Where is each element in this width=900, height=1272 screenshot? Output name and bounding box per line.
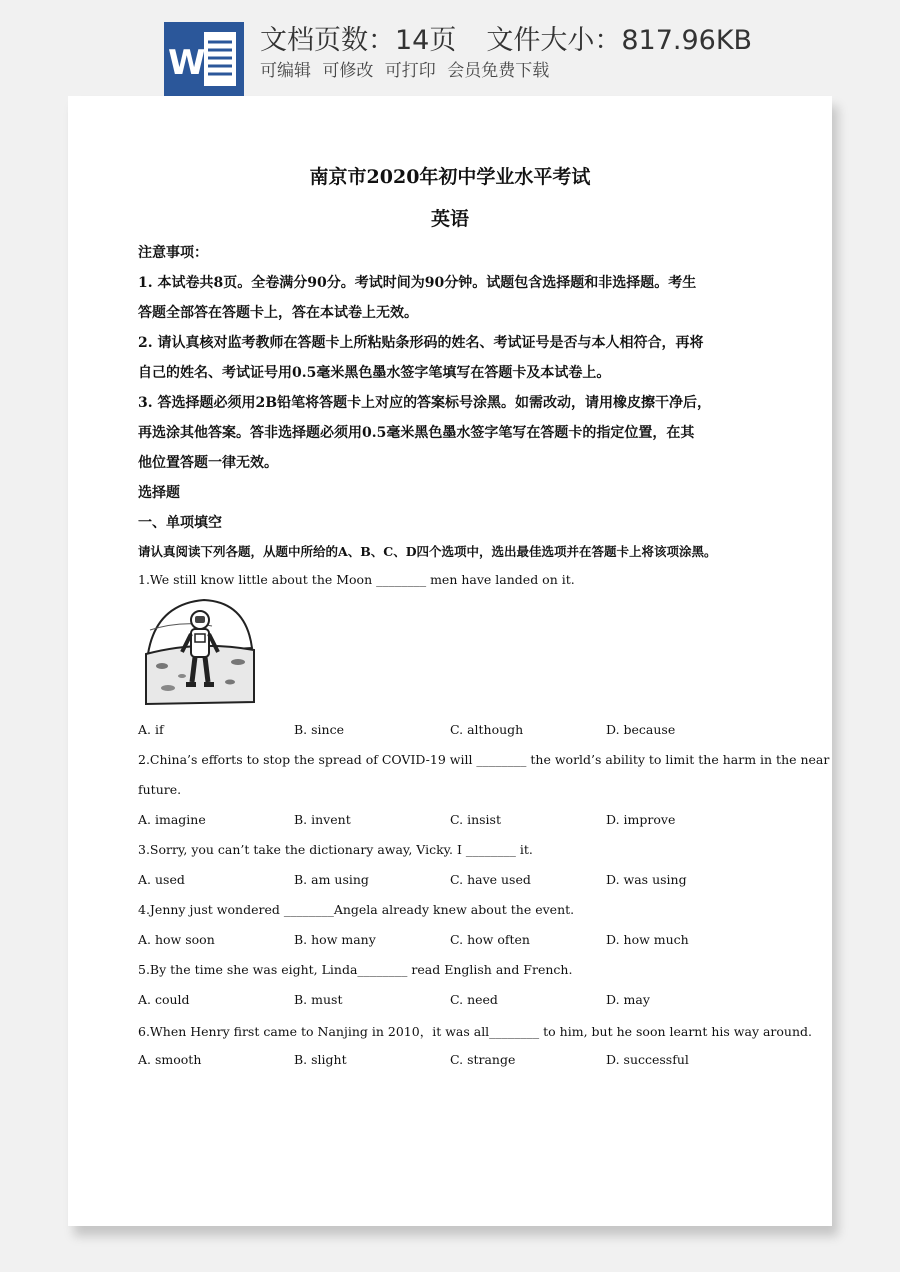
feature-list: 可编辑 可修改 可打印 会员免费下载 — [260, 61, 550, 81]
page-count: 文档页数：14页 — [260, 25, 457, 56]
question-stem: 4.Jenny just wondered ________Angela already knew about the event. — [138, 902, 575, 917]
question-stem: 1.We still know little about the Moon ________ men have landed on it. — [138, 572, 575, 587]
option-b: B. slight — [294, 1052, 347, 1067]
question-stem-cont: future. — [138, 782, 182, 797]
option-a: A. could — [138, 992, 190, 1007]
astronaut-on-moon-illustration — [142, 596, 256, 708]
svg-text:W: W — [168, 43, 206, 83]
instruction: 请认真阅读下列各题，从题中所给的A、B、C、D四个选项中，选出最佳选项并在答题卡上将该项涂黑。 — [138, 544, 717, 559]
option-c: C. have used — [450, 872, 531, 887]
option-d: D. how much — [606, 932, 689, 947]
option-c: C. how often — [450, 932, 530, 947]
notice-heading: 注意事项： — [138, 245, 208, 261]
notice-line: 1. 本试卷共8页。全卷满分90分。考试时间为90分钟。试题包含选择题和非选择题。考生 — [138, 275, 697, 291]
file-info — [260, 18, 752, 57]
question-stem: 5.By the time she was eight, Linda________ read English and French. — [138, 962, 573, 977]
notice-line: 再选涂其他答案。答非选择题必须用0.5毫米黑色墨水签字笔写在答题卡的指定位置，在其 — [138, 425, 695, 441]
document-page — [68, 96, 832, 1226]
option-d: D. successful — [606, 1052, 689, 1067]
option-d: D. improve — [606, 812, 676, 827]
option-a: A. how soon — [138, 932, 215, 947]
option-b: B. invent — [294, 812, 351, 827]
notice-line: 他位置答题一律无效。 — [138, 455, 278, 471]
option-a: A. imagine — [138, 812, 206, 827]
option-a: A. if — [138, 722, 164, 737]
option-b: B. since — [294, 722, 344, 737]
option-c: C. need — [450, 992, 498, 1007]
notice-line: 答题全部答在答题卡上，答在本试卷上无效。 — [138, 305, 418, 321]
exam-title: 南京市2020年初中学业水平考试 — [309, 166, 591, 188]
exam-subject: 英语 — [430, 208, 469, 230]
notice-line: 2. 请认真核对监考教师在答题卡上所粘贴条形码的姓名、考试证号是否与本人相符合，再将 — [138, 335, 704, 351]
option-a: A. smooth — [138, 1052, 202, 1067]
option-b: B. must — [294, 992, 343, 1007]
question-stem: 2.China’s efforts to stop the spread of COVID-19 will ________ the world’s ability to limit the harm in the near — [138, 752, 830, 767]
question-stem: 6.When Henry first came to Nanjing in 2010，it was all________ to him, but he soon learnt his way around. — [138, 1024, 813, 1039]
word-icon — [164, 22, 244, 96]
option-c: C. strange — [450, 1052, 516, 1067]
option-d: D. may — [606, 992, 650, 1007]
download-banner — [0, 0, 900, 96]
question-stem: 3.Sorry, you can’t take the dictionary away, Vicky. I ________ it. — [138, 842, 533, 857]
option-b: B. how many — [294, 932, 376, 947]
option-c: C. insist — [450, 812, 501, 827]
file-size: 文件大小：817.96KB — [486, 25, 753, 56]
section-heading: 选择题 — [138, 485, 180, 501]
option-c: C. although — [450, 722, 524, 737]
part-heading: 一、单项填空 — [138, 515, 222, 531]
notice-line: 自己的姓名、考试证号用0.5毫米黑色墨水签字笔填写在答题卡及本试卷上。 — [138, 365, 611, 381]
option-b: B. am using — [294, 872, 369, 887]
option-a: A. used — [138, 872, 185, 887]
option-d: D. because — [606, 722, 676, 737]
option-d: D. was using — [606, 872, 687, 887]
notice-line: 3. 答选择题必须用2B铅笔将答题卡上对应的答案标号涂黑。如需改动，请用橡皮擦干净后， — [138, 395, 712, 411]
